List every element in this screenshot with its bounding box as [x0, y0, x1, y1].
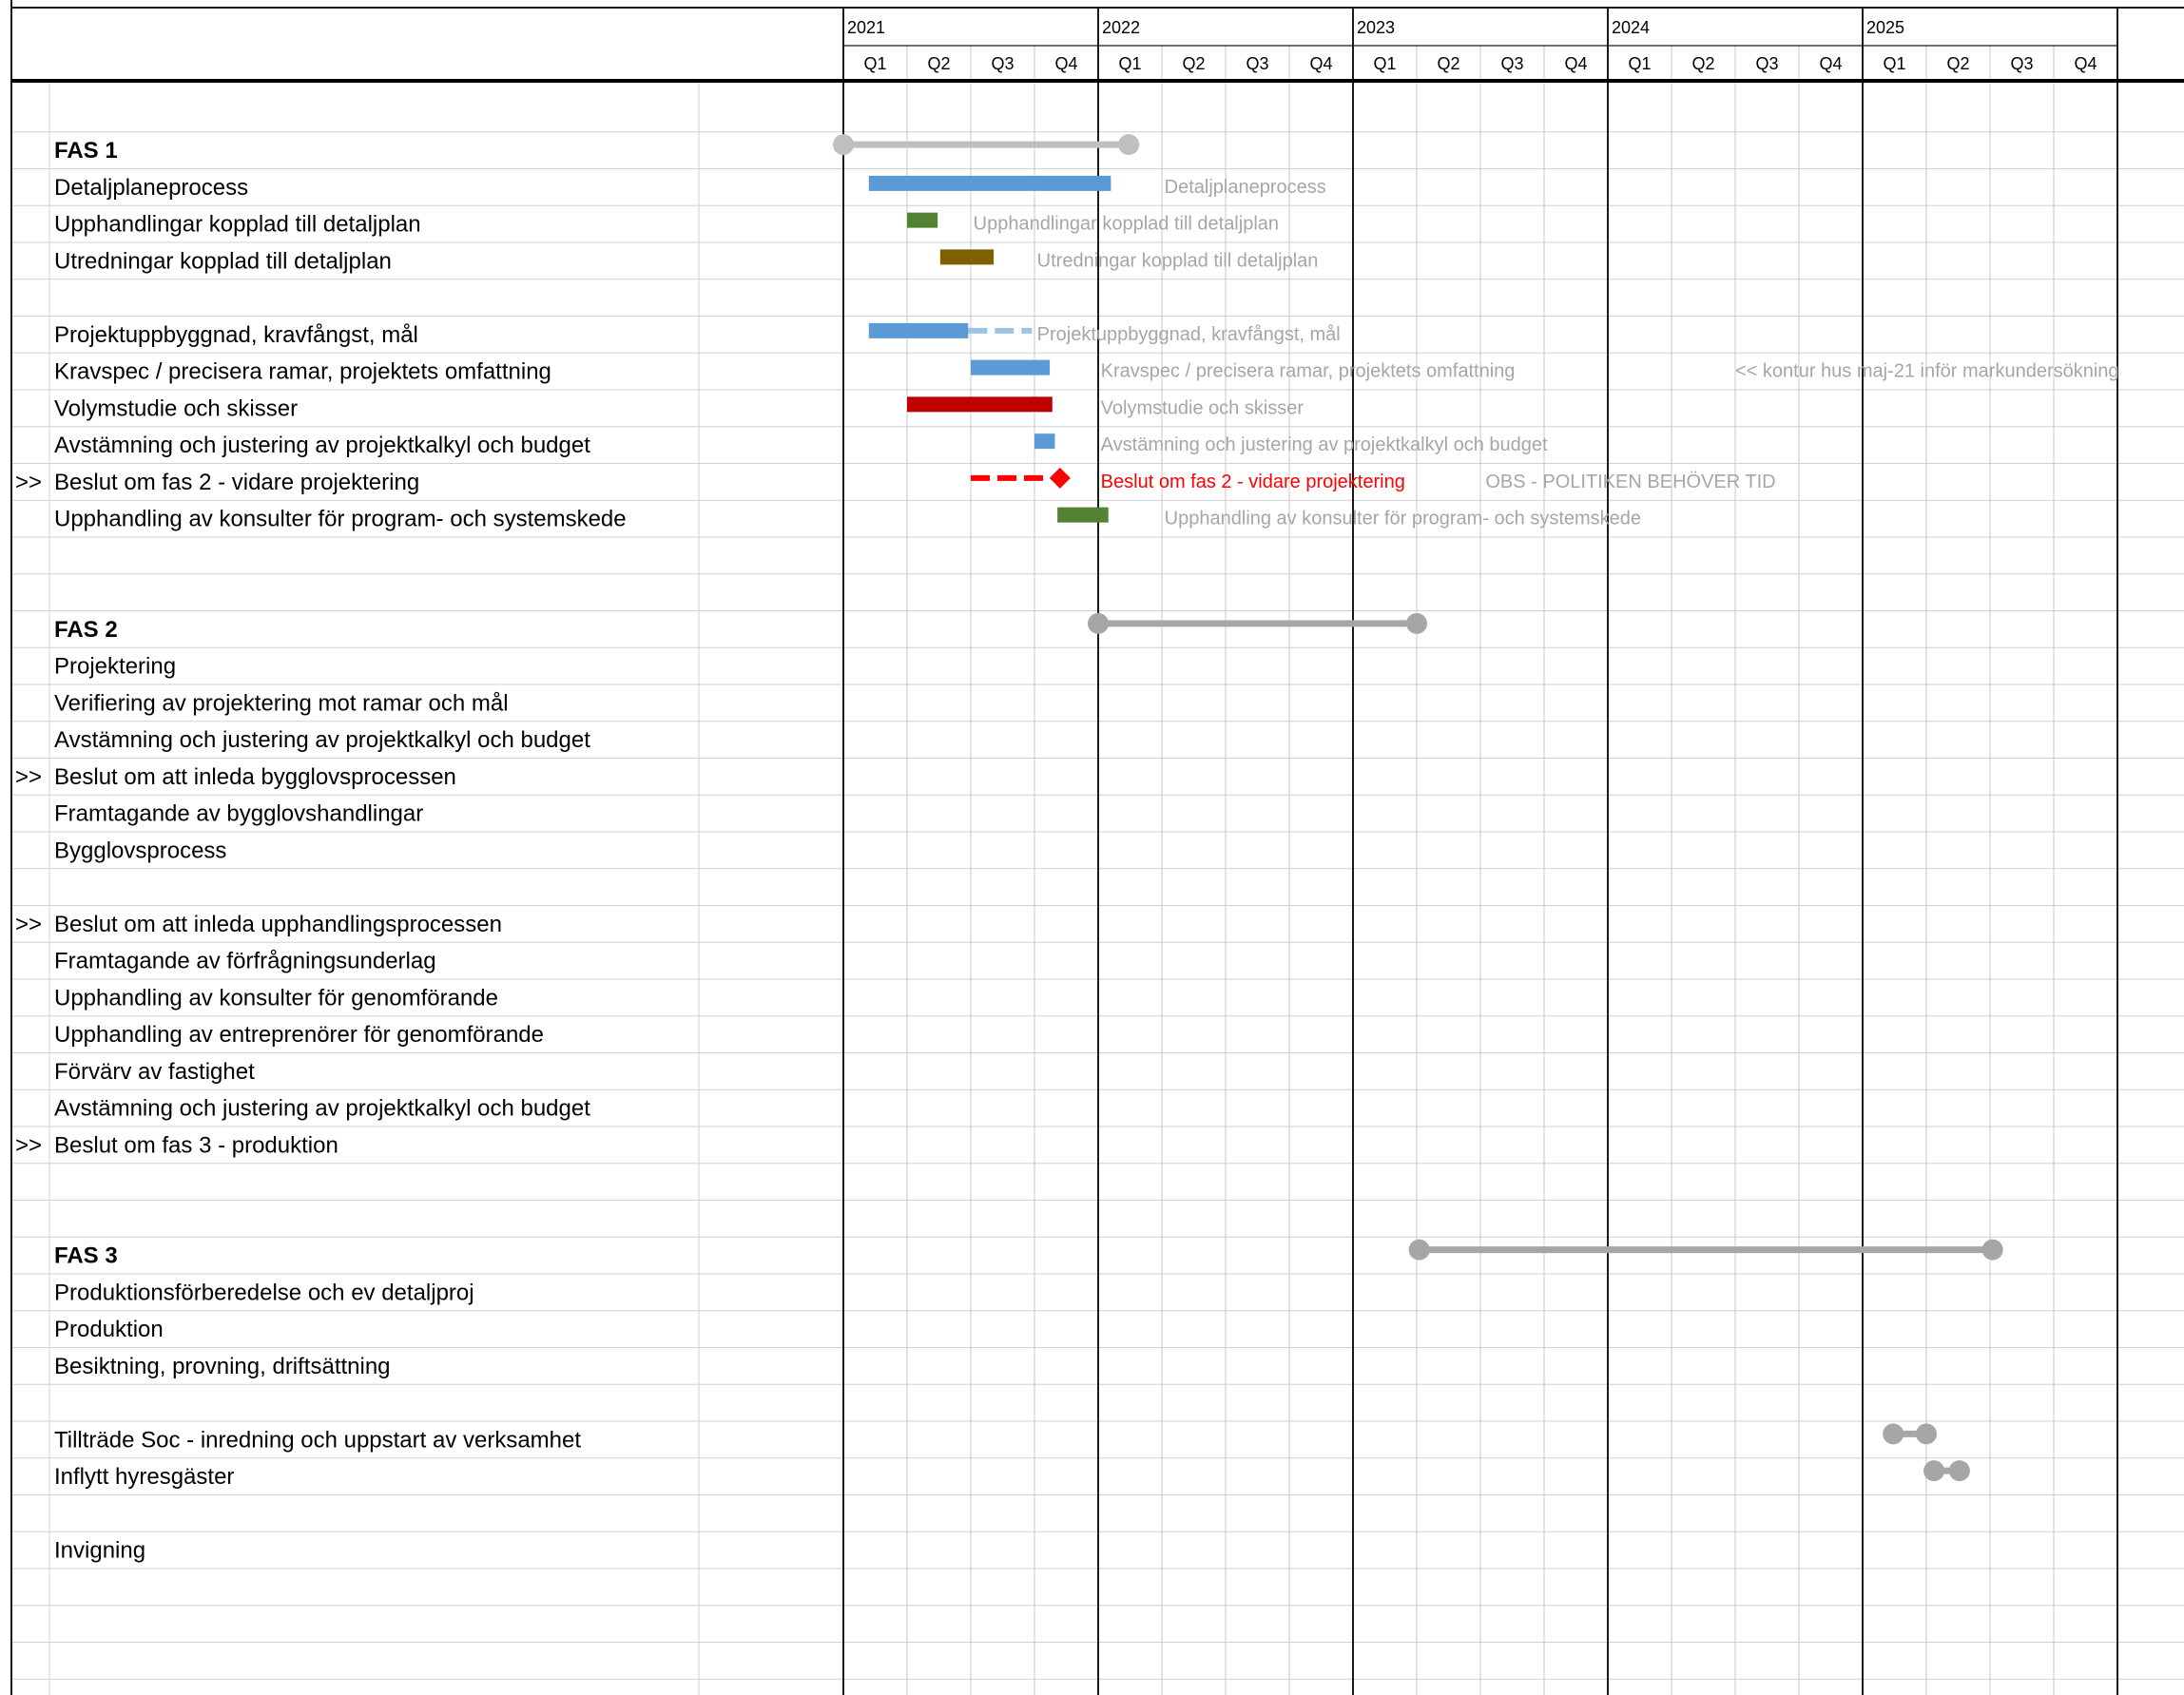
year-label: 2025 — [1866, 18, 1905, 37]
task-label: Produktionsförberedelse och ev detaljproj — [54, 1280, 474, 1306]
quarter-label: Q4 — [1819, 54, 1843, 73]
quarter-label: Q3 — [1500, 54, 1524, 73]
task-label: Beslut om att inleda bygglovsprocessen — [54, 763, 456, 790]
decision-marker: >> — [15, 1132, 43, 1159]
decision-marker: >> — [15, 763, 43, 790]
task-label: Upphandling av entreprenörer för genomförande — [54, 1022, 545, 1049]
quarter-label: Q3 — [1246, 54, 1269, 73]
dot-end — [1916, 1423, 1937, 1444]
quarter-label: Q1 — [1373, 54, 1397, 73]
phase-end-dot — [1982, 1240, 2003, 1261]
annotation-note: << kontur hus maj-21 inför markundersökning — [1735, 360, 2119, 382]
milestone-label: Beslut om fas 2 - vidare projektering — [1100, 471, 1405, 492]
annotation-note: OBS - POLITIKEN BEHÖVER TID — [1485, 471, 1776, 492]
quarter-label: Q1 — [1118, 54, 1142, 73]
phase-start-dot — [1088, 613, 1109, 634]
task-bar — [1034, 433, 1054, 449]
task-bar-label: Upphandlingar kopplad till detaljplan — [973, 213, 1280, 235]
phase-label: FAS 1 — [54, 138, 118, 164]
task-label: Avstämning och justering av projektkalkyl och budget — [54, 433, 590, 459]
task-bar-label: Projektuppbyggnad, kravfångst, mål — [1036, 323, 1341, 345]
task-label: Förvärv av fastighet — [54, 1058, 255, 1085]
dot-end — [1949, 1460, 1970, 1481]
task-label: Tillträde Soc - inredning och uppstart av verksamhet — [54, 1427, 582, 1454]
task-bar — [940, 249, 994, 264]
quarter-label: Q2 — [927, 54, 951, 73]
quarter-label: Q4 — [1309, 54, 1333, 73]
task-label: Upphandling av konsulter för program- och systemskede — [54, 506, 627, 532]
milestone-diamond — [1050, 468, 1071, 489]
task-label: Utredningar kopplad till detaljplan — [54, 248, 392, 275]
year-label: 2024 — [1612, 18, 1651, 37]
task-labels — [15, 138, 627, 1564]
quarter-label: Q1 — [1883, 54, 1906, 73]
quarter-label: Q3 — [1755, 54, 1779, 73]
task-bar — [907, 213, 937, 228]
year-label: 2021 — [847, 18, 886, 37]
quarter-label: Q4 — [1564, 54, 1588, 73]
quarter-label: Q2 — [1691, 54, 1715, 73]
quarter-label: Q2 — [1946, 54, 1970, 73]
task-bar-label: Detaljplaneprocess — [1164, 176, 1326, 198]
task-bar — [869, 176, 1111, 191]
task-label: Volymstudie och skisser — [54, 395, 299, 422]
task-bar — [869, 323, 969, 338]
task-bar-label: Utredningar kopplad till detaljplan — [1036, 250, 1319, 272]
task-label: Verifiering av projektering mot ramar och mål — [54, 690, 509, 717]
phase-start-dot — [1409, 1240, 1430, 1261]
task-label: Besiktning, provning, driftsättning — [54, 1353, 391, 1379]
task-label: Detaljplaneprocess — [54, 174, 249, 201]
decision-marker: >> — [15, 911, 43, 937]
year-label: 2022 — [1102, 18, 1141, 37]
task-bar-label: Avstämning och justering av projektkalkyl och budget — [1100, 434, 1548, 456]
task-label: Framtagande av bygglovshandlingar — [54, 800, 424, 827]
phase-start-dot — [833, 134, 854, 155]
task-label: Projektuppbyggnad, kravfångst, mål — [54, 321, 418, 348]
task-label: Kravspec / precisera ramar, projektets omfattning — [54, 358, 551, 385]
quarter-label: Q3 — [2010, 54, 2034, 73]
task-label: Upphandlingar kopplad till detaljplan — [54, 211, 421, 238]
task-label: Projektering — [54, 653, 177, 680]
quarter-label: Q1 — [863, 54, 887, 73]
year-label: 2023 — [1357, 18, 1396, 37]
phase-label: FAS 2 — [54, 616, 118, 643]
phase-label: FAS 3 — [54, 1242, 118, 1269]
phase-end-dot — [1406, 613, 1427, 634]
task-label: Avstämning och justering av projektkalkyl och budget — [54, 727, 590, 754]
quarter-label: Q4 — [1054, 54, 1078, 73]
quarter-label: Q4 — [2074, 54, 2097, 73]
task-bar — [971, 360, 1050, 376]
dot-start — [1883, 1423, 1904, 1444]
task-bar — [1057, 508, 1109, 523]
quarter-label: Q1 — [1628, 54, 1652, 73]
decision-marker: >> — [15, 469, 43, 495]
task-bar — [907, 396, 1053, 412]
task-label: Beslut om fas 3 - produktion — [54, 1132, 338, 1159]
task-label: Produktion — [54, 1317, 164, 1343]
quarter-label: Q2 — [1437, 54, 1460, 73]
task-label: Invigning — [54, 1537, 146, 1564]
task-label: Beslut om fas 2 - vidare projektering — [54, 469, 420, 495]
task-label: Beslut om att inleda upphandlingsprocessen — [54, 911, 502, 937]
task-bar-label: Kravspec / precisera ramar, projektets omfattning — [1100, 360, 1516, 382]
task-bar-label: Volymstudie och skisser — [1100, 397, 1305, 419]
phase-end-dot — [1118, 134, 1139, 155]
dot-start — [1923, 1460, 1944, 1481]
quarter-label: Q2 — [1182, 54, 1206, 73]
task-label: Bygglovsprocess — [54, 838, 227, 864]
task-label: Inflytt hyresgäster — [54, 1464, 235, 1491]
task-label: Upphandling av konsulter för genomförande — [54, 985, 498, 1011]
quarter-label: Q3 — [991, 54, 1015, 73]
task-label: Avstämning och justering av projektkalkyl och budget — [54, 1095, 590, 1122]
task-label: Framtagande av förfrågningsunderlag — [54, 948, 436, 974]
task-bar-label: Upphandling av konsulter för program- och systemskede — [1164, 508, 1642, 530]
